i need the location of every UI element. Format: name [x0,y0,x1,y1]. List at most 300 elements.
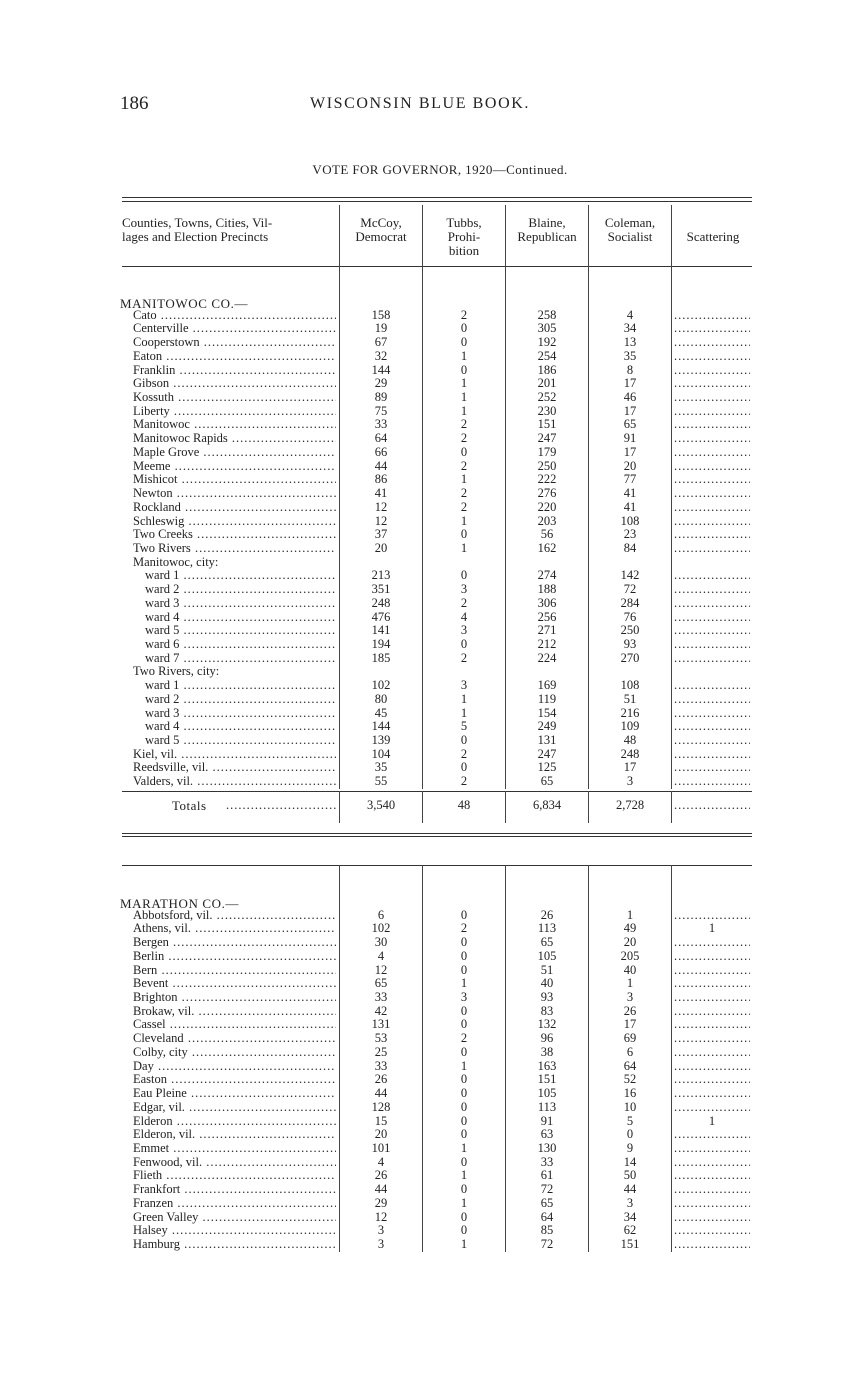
precinct-name: Elderon, vil. ..... [122,1128,336,1142]
mccoy-votes: 33 [374,990,388,1005]
precinct-row [122,1101,752,1115]
precinct-row [122,542,752,556]
total-blaine: 6,834 [532,797,562,812]
scattering-votes [674,638,750,652]
precinct-name: ward 5 ..... [122,734,336,748]
mccoy-votes: 102 [371,921,391,936]
precinct-name: Edgar, vil. ..... [122,1101,336,1115]
top-rule [122,197,752,198]
coleman-votes: 1 [626,976,634,991]
precinct-name: ward 3 ..... [122,597,336,611]
blaine-votes: 113 [537,1099,557,1114]
tubbs-votes: 2 [460,486,468,501]
scattering-votes [674,652,750,666]
mccoy-votes: 12 [374,962,388,977]
tubbs-votes: 1 [460,403,468,418]
header-blaine: Blaine, Republican [517,215,577,244]
scattering-votes [674,1101,750,1115]
column-divider [505,205,506,266]
blaine-votes: 305 [537,321,557,336]
column-divider [588,791,589,823]
tubbs-votes: 0 [460,335,468,350]
mccoy-votes: 158 [371,307,391,322]
precinct-row [122,1211,752,1225]
tubbs-votes: 3 [460,990,468,1005]
precinct-name: Franklin ..... [122,364,336,378]
scattering-votes [674,775,750,789]
column-divider [422,265,423,789]
scattering-votes: 1 [708,922,716,936]
precinct-row [122,1073,752,1087]
precinct-name: Cooperstown ..... [122,336,336,350]
precinct-row [122,761,752,775]
tubbs-votes: 0 [460,1072,468,1087]
mccoy-votes: 248 [371,595,391,610]
running-title: WISCONSIN BLUE BOOK. [310,95,530,112]
coleman-votes: 65 [623,417,637,432]
tubbs-votes: 0 [460,1003,468,1018]
scattering-votes [674,432,750,446]
mccoy-votes: 32 [374,348,388,363]
coleman-votes: 41 [623,499,637,514]
precinct-name: Emmet ..... [122,1142,336,1156]
blaine-votes: 247 [537,746,557,761]
column-divider [422,791,423,823]
tubbs-votes: 0 [460,1044,468,1059]
blaine-votes: 130 [537,1140,557,1155]
tubbs-votes: 0 [460,935,468,950]
tubbs-votes: 2 [460,1031,468,1046]
total-mccoy: 3,540 [366,797,396,812]
precinct-row [122,432,752,446]
precinct-name: Fenwood, vil. ..... [122,1156,336,1170]
scattering-votes [674,679,750,693]
mccoy-votes: 26 [374,1168,388,1183]
blaine-votes: 65 [540,774,554,789]
subheading-row [122,556,752,570]
precinct-row [122,418,752,432]
blaine-votes: 72 [540,1182,554,1197]
precinct-name: ward 3 ..... [122,707,336,721]
coleman-votes: 142 [620,568,640,583]
mccoy-votes: 20 [374,540,388,555]
precinct-name: ward 2 ..... [122,583,336,597]
coleman-votes: 205 [620,948,640,963]
coleman-votes: 20 [623,458,637,473]
precinct-name: Mishicot ..... [122,473,336,487]
scattering-votes [674,364,750,378]
coleman-votes: 17 [623,376,637,391]
blaine-votes: 85 [540,1223,554,1238]
scattering-votes [674,350,750,364]
coleman-votes: 44 [623,1182,637,1197]
totals-row [122,799,752,815]
mccoy-votes: 45 [374,705,388,720]
blaine-votes: 258 [537,307,557,322]
mccoy-votes: 53 [374,1031,388,1046]
blaine-votes: 222 [537,472,557,487]
mccoy-votes: 89 [374,390,388,405]
header-tubbs: Tubbs, Prohi- bition [446,215,482,258]
coleman-votes: 17 [623,444,637,459]
column-divider [505,265,506,789]
scattering-votes [674,542,750,556]
precinct-row [122,1238,752,1252]
precinct-row [122,679,752,693]
blaine-votes: 105 [537,948,557,963]
blaine-votes: 96 [540,1031,554,1046]
precinct-row [122,611,752,625]
precinct-row [122,336,752,350]
tubbs-votes: 2 [460,307,468,322]
scattering-votes [674,611,750,625]
mccoy-votes: 80 [374,691,388,706]
coleman-votes: 72 [623,582,637,597]
mccoy-votes: 75 [374,403,388,418]
precinct-row [122,977,752,991]
precinct-name: Brokaw, vil. ..... [122,1005,336,1019]
scattering-votes [674,936,750,950]
blaine-votes: 212 [537,637,557,651]
tubbs-votes: 2 [460,650,468,665]
mccoy-votes: 15 [374,1113,388,1128]
blaine-votes: 220 [537,499,557,514]
precinct-row [122,569,752,583]
tubbs-votes: 0 [460,948,468,963]
coleman-votes: 41 [623,486,637,501]
blaine-votes: 252 [537,390,557,405]
tubbs-votes: 1 [460,540,468,555]
precinct-name: Berlin ..... [122,950,336,964]
tubbs-votes: 1 [460,691,468,706]
precinct-row [122,734,752,748]
blaine-votes: 249 [537,719,557,734]
coleman-votes: 13 [623,335,637,350]
blaine-votes: 61 [540,1168,554,1183]
precinct-row [122,991,752,1005]
precinct-row [122,583,752,597]
scattering-votes [674,377,750,391]
header-scattering: Scattering [686,229,740,244]
tubbs-votes: 3 [460,623,468,638]
mccoy-votes: 26 [374,1072,388,1087]
blaine-votes: 274 [537,568,557,583]
precinct-name: Eau Pleine ..... [122,1087,336,1101]
totals-label: Totals [172,797,207,813]
precinct-name: Franzen ..... [122,1197,336,1211]
scattering-votes [674,991,750,1005]
header-coleman: Coleman, Socialist [604,215,656,244]
scattering-votes [674,720,750,734]
precinct-name: Flieth ..... [122,1169,336,1183]
scattering-votes [674,1169,750,1183]
tubbs-votes: 0 [460,1223,468,1238]
precinct-name: ward 6 ..... [122,638,336,652]
precinct-row [122,1046,752,1060]
precinct-name: Newton ..... [122,487,336,501]
coleman-votes: 91 [623,431,637,446]
blaine-votes: 203 [537,513,557,528]
precinct-name: Athens, vil. ..... [122,922,336,936]
precinct-name: Eaton ..... [122,350,336,364]
coleman-votes: 3 [626,990,634,1005]
tubbs-votes: 0 [460,1017,468,1032]
mccoy-votes: 12 [374,1209,388,1224]
scattering-votes [674,322,750,336]
coleman-votes: 35 [623,348,637,363]
precinct-row [122,597,752,611]
coleman-votes: 108 [620,678,640,693]
precinct-name: Abbotsford, vil. ..... [122,909,336,923]
scattering-votes [674,707,750,721]
mccoy-votes: 476 [371,609,391,624]
coleman-votes: 216 [620,705,640,720]
precinct-row [122,936,752,950]
scattering-votes [674,583,750,597]
precinct-name: ward 2 ..... [122,693,336,707]
scattering-votes [674,515,750,529]
mccoy-votes: 139 [371,733,391,748]
precinct-row [122,950,752,964]
tubbs-votes: 2 [460,417,468,432]
precinct-name: Bern ..... [122,964,336,978]
scattering-votes [674,336,750,350]
tubbs-votes: 0 [460,962,468,977]
column-divider [339,867,340,1252]
precinct-row [122,1169,752,1183]
coleman-votes: 0 [626,1127,634,1142]
scattering-votes [674,1156,750,1170]
mccoy-votes: 4 [377,1154,385,1169]
precinct-name: ward 4 ..... [122,611,336,625]
column-divider [505,867,506,1252]
scattering-votes [674,309,750,323]
mccoy-votes: 25 [374,1044,388,1059]
blaine-votes: 65 [540,935,554,950]
blaine-votes: 113 [537,921,557,936]
blaine-votes: 254 [537,348,557,363]
coleman-votes: 46 [623,390,637,405]
column-divider [588,867,589,1252]
scattering-votes [674,1183,750,1197]
precinct-name: Brighton ..... [122,991,336,1005]
blaine-votes: 179 [537,444,557,459]
tubbs-votes: 3 [460,582,468,597]
precinct-name: ward 1 ..... [122,569,336,583]
column-divider [671,205,672,266]
precinct-name: Cato ..... [122,309,336,323]
blaine-votes: 119 [537,691,557,706]
scattering-votes [674,1018,750,1032]
tubbs-votes: 0 [460,1113,468,1128]
mccoy-votes: 12 [374,513,388,528]
coleman-votes: 14 [623,1154,637,1169]
precinct-row [122,460,752,474]
mccoy-votes: 29 [374,1195,388,1210]
table-rule [122,865,752,866]
mccoy-votes: 33 [374,417,388,432]
mccoy-votes: 102 [371,678,391,693]
column-divider [671,867,672,1252]
scattering-votes [674,1142,750,1156]
precinct-name: Gibson ..... [122,377,336,391]
scattering-votes [674,1046,750,1060]
tubbs-votes: 5 [460,719,468,734]
table-title: VOTE FOR GOVERNOR, 1920—Continued. [312,162,568,177]
precinct-row [122,638,752,652]
blaine-votes: 169 [537,678,557,693]
page-number: 186 [120,93,149,114]
blaine-votes: 154 [537,705,557,720]
blaine-votes: 224 [537,650,557,665]
coleman-votes: 26 [623,1003,637,1018]
precinct-row [122,350,752,364]
tubbs-votes: 0 [460,1099,468,1114]
precinct-name: Two Rivers, city: [133,665,220,679]
scattering-votes [674,569,750,583]
mccoy-votes: 86 [374,472,388,487]
column-divider [339,205,340,266]
scattering-votes [674,1073,750,1087]
coleman-votes: 16 [623,1086,637,1101]
mccoy-votes: 35 [374,760,388,775]
coleman-votes: 48 [623,733,637,748]
precinct-row [122,1115,752,1129]
mccoy-votes: 33 [374,1058,388,1073]
blaine-votes: 162 [537,540,557,555]
coleman-votes: 17 [623,403,637,418]
blaine-votes: 163 [537,1058,557,1073]
coleman-votes: 34 [623,1209,637,1224]
tubbs-votes: 4 [460,609,468,624]
coleman-votes: 20 [623,935,637,950]
scattering-votes [674,487,750,501]
header-mccoy: McCoy, Democrat [355,215,407,244]
tubbs-votes: 0 [460,1154,468,1169]
tubbs-votes: 2 [460,921,468,936]
precinct-name: Two Rivers ..... [122,542,336,556]
precinct-name: Two Creeks ..... [122,528,336,542]
precinct-name: Halsey ..... [122,1224,336,1238]
tubbs-votes: 1 [460,705,468,720]
tubbs-votes: 1 [460,376,468,391]
precinct-row [122,364,752,378]
coleman-votes: 17 [623,1017,637,1032]
tubbs-votes: 1 [460,513,468,528]
precinct-row [122,501,752,515]
scattering-votes [674,1087,750,1101]
blaine-votes: 306 [537,595,557,610]
tubbs-votes: 1 [460,976,468,991]
precinct-row [122,391,752,405]
tubbs-votes: 2 [460,458,468,473]
vote-table [122,197,752,1257]
precinct-row [122,528,752,542]
precinct-row [122,1156,752,1170]
scattering-votes: 1 [708,1114,716,1128]
blaine-votes: 271 [537,623,557,638]
coleman-votes: 76 [623,609,637,624]
tubbs-votes: 0 [460,444,468,459]
precinct-name: Bevent ..... [122,977,336,991]
mccoy-votes: 44 [374,458,388,473]
precinct-name: Kiel, vil. ..... [122,748,336,762]
blaine-votes: 256 [537,609,557,624]
tubbs-votes: 2 [460,431,468,446]
precinct-name: Maple Grove ..... [122,446,336,460]
scattering-votes [674,473,750,487]
tubbs-votes: 2 [460,774,468,789]
precinct-name: Kossuth ..... [122,391,336,405]
mccoy-votes: 101 [371,1140,391,1155]
blaine-votes: 93 [540,990,554,1005]
county-heading: MANITOWOC CO.— [120,296,249,311]
precinct-name: ward 7 ..... [122,652,336,666]
precinct-row [122,1183,752,1197]
precinct-name: Hamburg ..... [122,1238,336,1252]
precinct-row [122,1060,752,1074]
tubbs-votes: 3 [460,678,468,693]
scattering-votes [674,1032,750,1046]
precinct-name: Schleswig ..... [122,515,336,529]
tubbs-votes: 0 [460,637,468,651]
precinct-name: Manitowoc Rapids ..... [122,432,336,446]
precinct-row [122,1032,752,1046]
coleman-votes: 64 [623,1058,637,1073]
mccoy-votes: 104 [371,746,391,761]
column-divider [588,205,589,266]
scattering-votes [674,1238,750,1252]
table-rule [122,833,752,834]
precinct-row [122,922,752,936]
tubbs-votes: 0 [460,568,468,583]
blaine-votes: 26 [540,907,554,922]
precinct-row [122,693,752,707]
scattering-votes [674,1060,750,1074]
blaine-votes: 65 [540,1195,554,1210]
blaine-votes: 151 [537,1072,557,1087]
scattering-votes [674,405,750,419]
mccoy-votes: 41 [374,486,388,501]
precinct-name: ward 5 ..... [122,624,336,638]
precinct-row [122,720,752,734]
precinct-row [122,652,752,666]
precinct-name: Elderon ..... [122,1115,336,1129]
tubbs-votes: 1 [460,1058,468,1073]
tubbs-votes: 1 [460,348,468,363]
mccoy-votes: 351 [371,582,391,597]
blaine-votes: 72 [540,1237,554,1251]
precinct-row [122,405,752,419]
mccoy-votes: 6 [377,907,385,922]
precinct-name: Manitowoc, city: [133,555,219,569]
tubbs-votes: 0 [460,907,468,922]
scattering-votes [674,501,750,515]
mccoy-votes: 55 [374,774,388,789]
coleman-votes: 109 [620,719,640,734]
precinct-row [122,1018,752,1032]
blaine-votes: 51 [540,962,554,977]
coleman-votes: 23 [623,527,637,542]
coleman-votes: 1 [626,907,634,922]
blaine-votes: 33 [540,1154,554,1169]
mccoy-votes: 44 [374,1182,388,1197]
coleman-votes: 69 [623,1031,637,1046]
scattering-votes [674,1005,750,1019]
tubbs-votes: 0 [460,1086,468,1101]
scattering-votes [674,528,750,542]
mccoy-votes: 4 [377,948,385,963]
